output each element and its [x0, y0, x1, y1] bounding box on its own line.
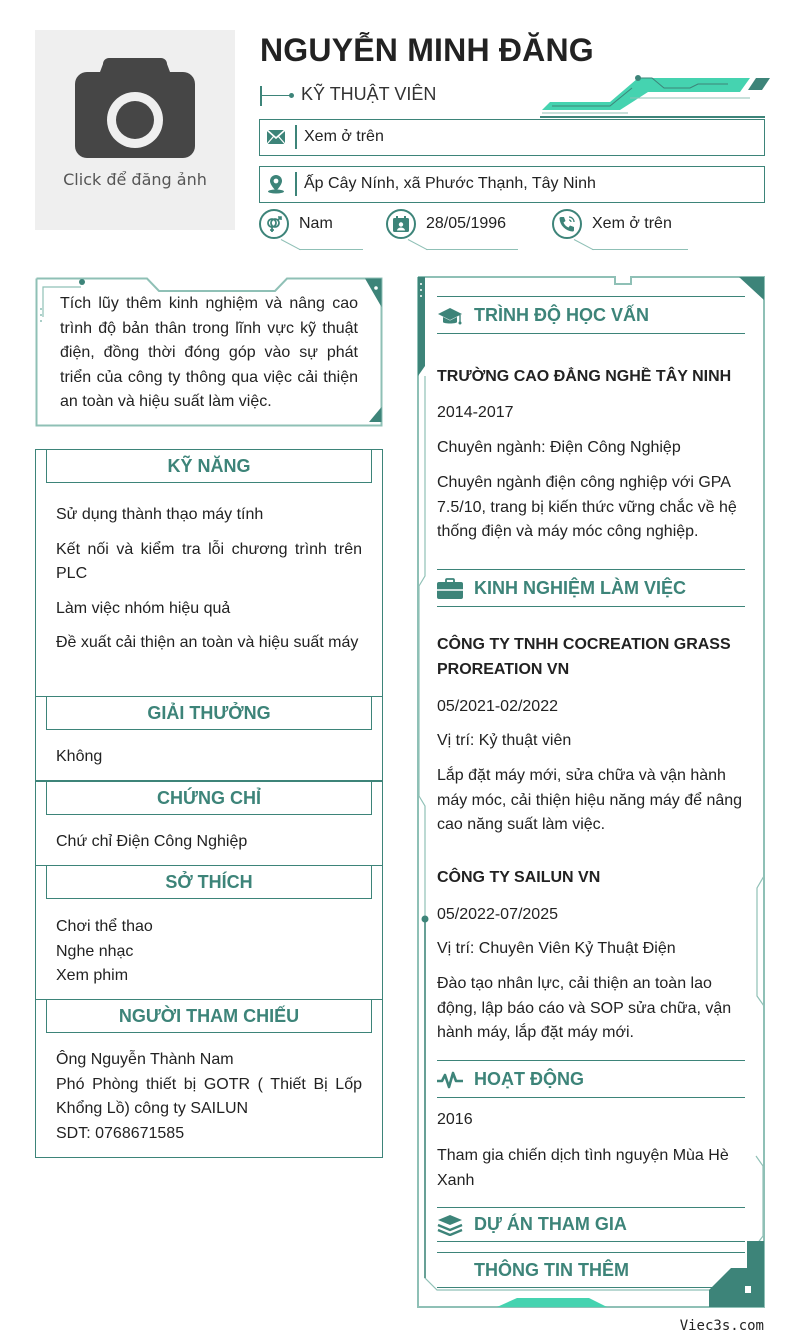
experience-title: KINH NGHIỆM LÀM VIỆC	[474, 578, 687, 598]
job-company: CÔNG TY TNHH COCREATION GRASS PROREATION VN	[437, 636, 731, 678]
phone-field[interactable]	[552, 209, 702, 251]
awards-heading: GIẢI THƯỞNG	[46, 697, 372, 730]
phone-value: Xem ở trên	[592, 215, 672, 232]
decor-line	[281, 239, 301, 250]
hobby-item: Nghe nhạc	[56, 942, 134, 960]
address-value: Ấp Cây Nính, xã Phước Thạnh, Tây Ninh	[304, 175, 596, 192]
job-description: Lắp đặt máy mới, sửa chữa và vận hành máy móc, cải thiện hiệu năng máy để nâng cao năng suất làm việc.	[437, 767, 743, 833]
job-period: 05/2021-02/2022	[437, 698, 558, 715]
hobbies-heading: SỞ THÍCH	[46, 866, 372, 899]
experience-heading	[437, 569, 745, 607]
birthday-field[interactable]	[386, 209, 536, 251]
skill-item: Sử dụng thành thạo máy tính	[56, 506, 264, 523]
education-title: TRÌNH ĐỘ HỌC VẤN	[474, 305, 649, 325]
job-period: 05/2022-07/2025	[437, 906, 558, 923]
gender-field[interactable]	[259, 209, 369, 251]
camera-icon	[75, 58, 195, 164]
map-pin-icon	[266, 174, 286, 194]
decor-underline	[426, 249, 518, 250]
divider	[540, 116, 765, 118]
address-field[interactable]	[259, 166, 765, 203]
certificate-item: Chứ chỉ Điện Công Nghiệp	[56, 833, 248, 850]
decor-underline	[299, 249, 363, 250]
job-title: KỸ THUẬT VIÊN	[301, 84, 437, 104]
references-section	[35, 999, 383, 1158]
projects-title: DỰ ÁN THAM GIA	[474, 1214, 627, 1234]
graduation-cap-icon	[437, 305, 463, 327]
objective-text: Tích lũy thêm kinh nghiệm và nâng cao trình độ bản thân trong lĩnh vực kỹ thuật điện, đồng thời đóng góp vào sự phát triển của công ty thông qua việc cải thiện an toàn và hiệu suất làm việc.	[60, 295, 358, 410]
activity-year: 2016	[437, 1111, 473, 1128]
briefcase-icon	[437, 578, 463, 600]
phone-icon	[552, 209, 582, 239]
calendar-icon	[386, 209, 416, 239]
skills-list	[56, 503, 362, 666]
education-major: Chuyên ngành: Điện Công Nghiệp	[437, 439, 681, 456]
awards-section	[35, 696, 383, 781]
decor-line	[408, 239, 428, 250]
job-position: Vị trí: Chuyên Viên Kỷ Thuật Điện	[437, 940, 676, 957]
certificates-section	[35, 781, 383, 866]
upload-photo-label: Click để đăng ảnh	[63, 170, 207, 189]
career-objective-box	[35, 277, 383, 427]
job-position: Vị trí: Kỷ thuật viên	[437, 732, 572, 749]
skills-heading: KỸ NĂNG	[46, 450, 372, 483]
decor-underline	[592, 249, 688, 250]
activities-heading	[437, 1060, 745, 1098]
watermark: Viec3s.com	[679, 1318, 764, 1334]
gender-icon	[259, 209, 289, 239]
candidate-name: NGUYỄN MINH ĐĂNG	[260, 32, 594, 68]
activity-description: Tham gia chiến dịch tình nguyện Mùa Hè Xanh	[437, 1147, 729, 1189]
gender-value: Nam	[299, 215, 333, 232]
reference-line: Ông Nguyễn Thành Nam	[56, 1051, 234, 1068]
award-item: Không	[56, 748, 103, 765]
title-decor-dot	[289, 93, 294, 98]
school-name: TRƯỜNG CAO ĐẲNG NGHỀ TÂY NINH	[437, 368, 732, 385]
pulse-icon	[437, 1069, 463, 1091]
separator	[295, 172, 297, 196]
skill-item: Đề xuất cải thiện an toàn và hiệu suất máy	[56, 634, 359, 651]
skills-section	[35, 449, 383, 697]
skill-item: Kết nối và kiểm tra lỗi chương trình trên PLC	[56, 540, 362, 582]
title-decor-line	[260, 86, 262, 106]
title-decor-line	[260, 95, 290, 96]
envelope-icon	[266, 127, 286, 147]
awards-list	[56, 745, 362, 770]
reference-line: SDT: 0768671585	[56, 1124, 185, 1142]
job-description: Đào tạo nhân lực, cải thiện an toàn lao động, lập báo cáo và SOP sửa chữa, vận hành máy, lắp đặt máy mới.	[437, 975, 732, 1041]
projects-heading	[437, 1207, 745, 1242]
decor-line	[574, 239, 594, 250]
birthday-value: 28/05/1996	[426, 215, 507, 232]
hobbies-section	[35, 865, 383, 1000]
hobby-item: Xem phim	[56, 967, 129, 984]
certificates-list	[56, 830, 362, 855]
references-heading: NGƯỜI THAM CHIẾU	[46, 1000, 372, 1033]
avatar-upload[interactable]	[35, 30, 235, 230]
hobbies-list	[56, 915, 362, 989]
education-description: Chuyên ngành điện công nghiệp với GPA 7.5/10, trang bị kiến thức vững chắc về hệ thống điện và máy móc công nghiệp.	[437, 474, 737, 540]
activities-title: HOẠT ĐỘNG	[474, 1069, 584, 1089]
email-field[interactable]	[259, 119, 765, 156]
skill-item: Làm việc nhóm hiệu quả	[56, 599, 231, 617]
certificates-heading: CHỨNG CHỈ	[46, 782, 372, 815]
references-list	[56, 1048, 362, 1146]
additional-info-title: THÔNG TIN THÊM	[474, 1260, 629, 1280]
circuit-decoration	[540, 74, 772, 114]
separator	[295, 125, 297, 149]
email-value: Xem ở trên	[304, 128, 384, 145]
education-heading	[437, 296, 745, 334]
job-company: CÔNG TY SAILUN VN	[437, 869, 601, 886]
layers-icon	[437, 1214, 463, 1236]
hobby-item: Chơi thể thao	[56, 918, 153, 935]
education-period: 2014-2017	[437, 404, 514, 421]
reference-line: Phó Phòng thiết bị GOTR ( Thiết Bị Lốp Khổng Lồ) công ty SAILUN	[56, 1075, 362, 1117]
additional-info-heading	[437, 1252, 745, 1288]
